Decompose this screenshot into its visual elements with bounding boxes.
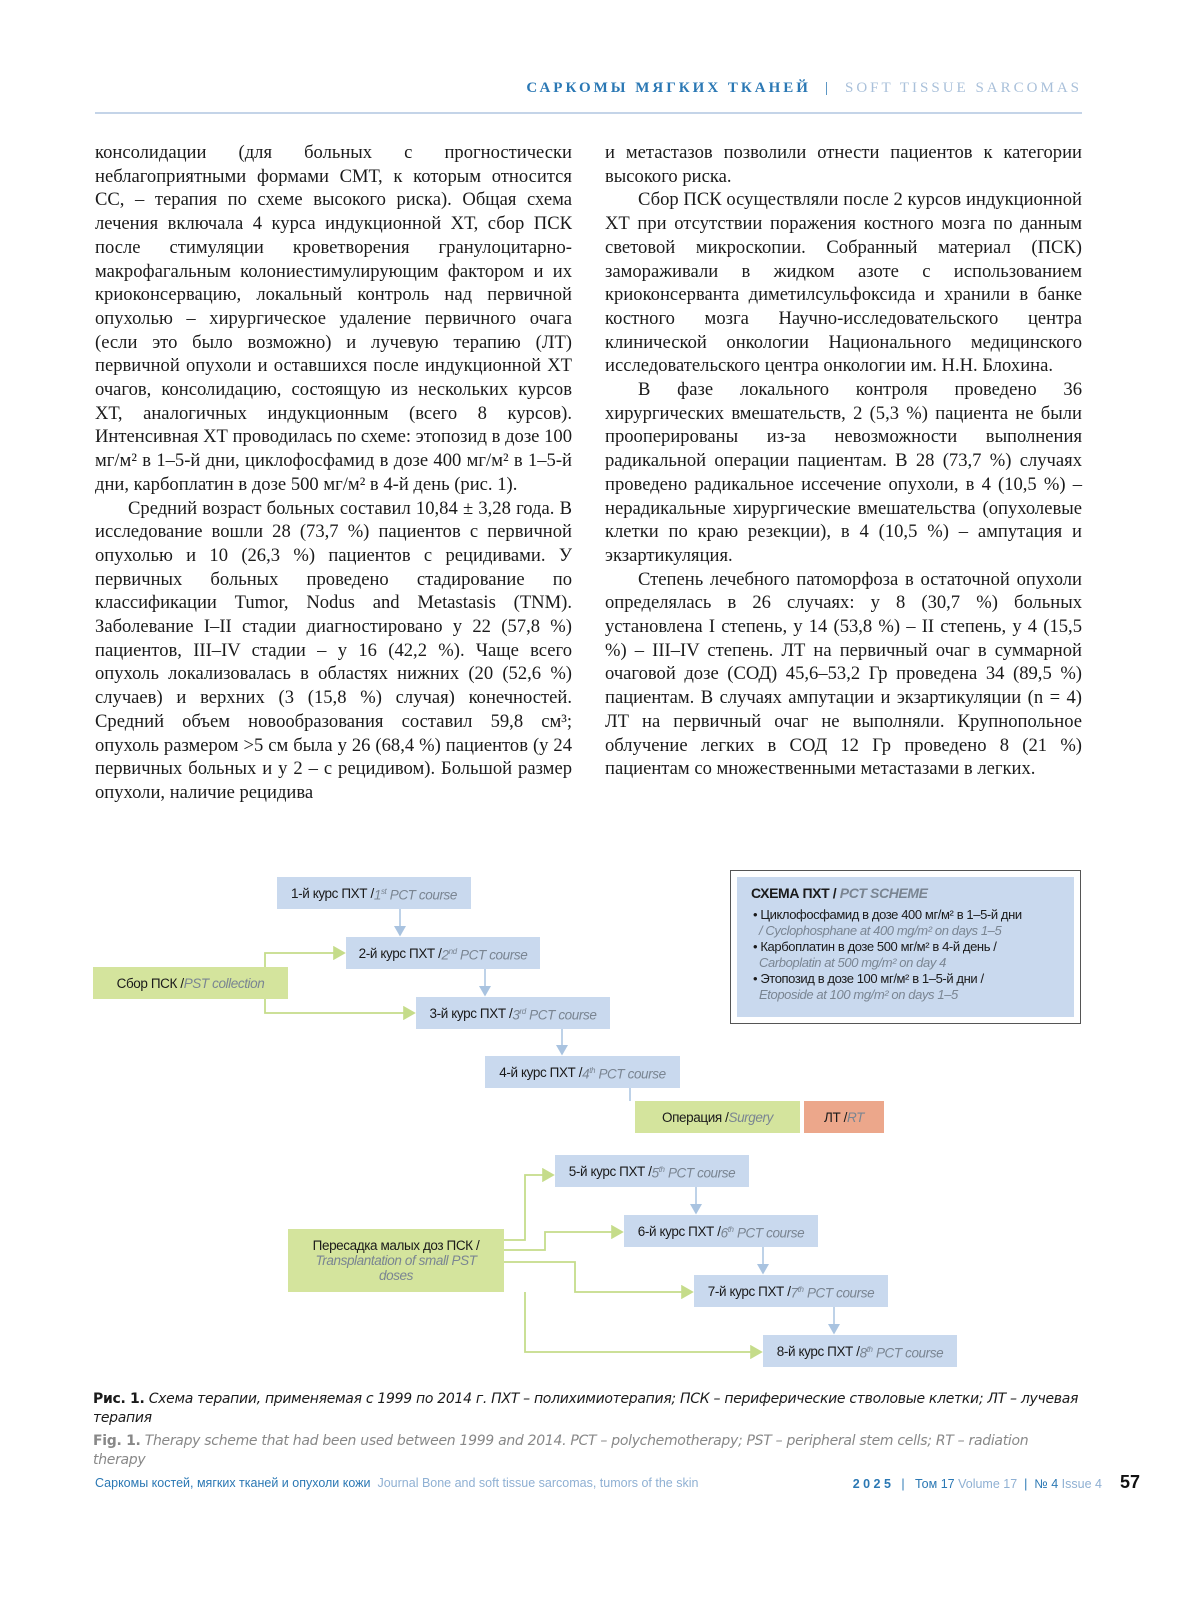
separator: |	[901, 1477, 905, 1491]
page-number: 57	[1119, 1472, 1140, 1492]
course-6-box: 6-й курс ПХТ / 6th PCT course	[624, 1215, 818, 1247]
course-2-box: 2-й курс ПХТ / 2nd PCT course	[346, 937, 540, 969]
pst-collection-box: Сбор ПСК / PST collection	[93, 967, 288, 999]
header-ru: САРКОМЫ МЯГКИХ ТКАНЕЙ	[526, 80, 811, 96]
paragraph: и метастазов позволили отнести пациентов к категории высокого риска.	[605, 142, 1082, 187]
arrow	[504, 1262, 692, 1292]
course-4-box: 4-й курс ПХТ / 4th PCT course	[485, 1056, 680, 1088]
surgery-box: Операция / Surgery	[635, 1101, 800, 1133]
paragraph: В фазе локального контроля проведено 36 хирургических вмешательств, 2 (5,3 %) пациента не были прооперированы из-за невозможности выполнения радикальной операции пациентам. В 28 (73,7 %) случаях проведено радикальное иссечение опухоли, в 4 (10,5 %) – нерадикальные хирургические вмешательства (опухолевые клетки по краю резекции), в 4 (10,5 %) – ампутация и экзартикуляция.	[605, 379, 1082, 566]
scheme-title: СХЕМА ПХТ / PCT SCHEME	[751, 885, 928, 901]
arrow	[504, 1232, 622, 1250]
course-8-box: 8-й курс ПХТ / 8th PCT course	[763, 1335, 957, 1367]
scheme-item: • Циклофосфамид в дозе 400 мг/м² в 1–5-й дни / Cyclophosphane at 400 mg/m² on days 1–5	[753, 907, 1022, 938]
course-1-box: 1-й курс ПХТ / 1st PCT course	[277, 877, 471, 909]
arrow	[265, 953, 344, 967]
course-7-box: 7-й курс ПХТ / 7th PCT course	[694, 1275, 888, 1307]
paragraph: Средний возраст больных составил 10,84 ± 3,28 года. В исследование вошли 28 (73,7 %) пациентов с первичной опухолью и 10 (26,3 %) пациентов с рецидивами. У первичных больных проведено стадирование по классификации Tumor, Nodus and Metastasis (TNM). Заболевание I–II стадии диагностировано у 22 (57,8 %) пациентов, III–IV стадии – у 16 (42,2 %). Чаще всего опухоль локализовалась в областях нижних (20 (52,6 %) случаев) и верхних (3 (15,8 %) случая) конечностей. Средний объем новообразования составил 59,8 см³; опухоль размером >5 см была у 26 (68,4 %) пациентов (у 24 первичных больных и у 2 – с рецидивом). Большой размер опухоли, наличие рецидива	[95, 497, 572, 803]
scheme-item: • Карбоплатин в дозе 500 мг/м² в 4-й день / Carboplatin at 500 mg/m² on day 4	[753, 939, 997, 970]
journal-en: Journal Bone and soft tissue sarcomas, tumors of the skin	[377, 1476, 699, 1490]
scheme-item: • Этопозид в дозе 100 мг/м² в 1–5-й дни / Etoposide at 100 mg/m² on days 1–5	[753, 971, 984, 1002]
header-en: SOFT TISSUE SARCOMAS	[844, 80, 1082, 96]
separator: |	[1024, 1477, 1028, 1491]
issue-en: Issue 4	[1061, 1477, 1102, 1491]
year: 2 0 2 5	[852, 1477, 891, 1491]
arrow	[504, 1175, 553, 1240]
arrow	[265, 999, 414, 1013]
page-footer	[95, 1472, 1140, 1492]
rt-box: ЛТ / RT	[804, 1101, 884, 1133]
volume-en: Volume 17	[958, 1477, 1018, 1491]
course-3-box: 3-й курс ПХТ / 3rd PCT course	[416, 997, 610, 1029]
paragraph: консолидации (для больных с прогностически неблагоприятными формами СМТ, к которым относится СС, – терапия по схеме высокого риска). Общая схема лечения включала 4 курса индукционной ХТ, сбор ПСК после стимуляции кроветворения гранулоцитарно-макрофагальным колониестимулирующим фактором и их криоконсервацию, локальный контроль над первичной опухолью – хирургическое удаление первичного очага (если это было возможно) и лучевую терапию (ЛТ) первичной опухоли и оставшихся после индукционной ХТ очагов, консолидацию, состоящую из нескольких курсов ХТ, аналогичных индукционным (всего 8 курсов). Интенсивная ХТ проводилась по схеме: этопозид в дозе 100 мг/м² в 1–5-й дни, циклофосфамид в дозе 400 мг/м² в 1–5-й дни, карбоплатин в дозе 500 мг/м² в 4-й день (рис. 1).	[95, 142, 572, 495]
course-5-box: 5-й курс ПХТ / 5th PCT course	[555, 1155, 749, 1187]
journal-ru: Саркомы костей, мягких тканей и опухоли кожи	[95, 1476, 371, 1490]
header-separator: |	[824, 80, 831, 96]
caption-en: Fig. 1. Therapy scheme that had been used between 1999 and 2014. PCT – polychemotherapy; PST – peripheral stem cells; RT – radiation therapy	[93, 1433, 1029, 1468]
caption-ru: Рис. 1. Схема терапии, применяемая с 1999 по 2014 г. ПХТ – полихимиотерапия; ПСК – периферические стволовые клетки; ЛТ – лучевая терапия	[93, 1391, 1079, 1426]
paragraph: Сбор ПСК осуществляли после 2 курсов индукционной ХТ при отсутствии поражения костного мозга по данным световой микроскопии. Собранный материал (ПСК) замораживали в жидком азоте с использованием криоконсерванта диметилсульфоксида и хранили в банке костного мозга Научно-исследовательского центра клинической онкологии Национального медицинского исследовательского центра онкологии им. Н.Н. Блохина.	[605, 189, 1082, 377]
volume-ru: Том 17	[915, 1477, 955, 1491]
transplant-box: Пересадка малых доз ПСК / Transplantation of small PST doses	[288, 1229, 504, 1292]
pct-scheme-box	[730, 870, 1081, 1024]
paragraph: Степень лечебного патоморфоза в остаточной опухоли определялась в 26 случаях: у 8 (30,7 %) больных установлена I степень, у 14 (53,8 %) – II степень, у 4 (15,5 %) – III–IV степень. ЛТ на первичный очаг в суммарной очаговой дозе (СОД) 45,6–53,2 Гр проведена 34 (89,5 %) пациентам. В случаях ампутации и экзартикуляции (n = 4) ЛТ на первичный очаг не выполняли. Крупнопольное облучение легких в СОД 12 Гр проведено 8 (21 %) пациентам со множественными метастазами в легких.	[605, 568, 1082, 780]
figure-caption	[93, 1390, 1080, 1470]
issue-ru: № 4	[1034, 1477, 1059, 1491]
